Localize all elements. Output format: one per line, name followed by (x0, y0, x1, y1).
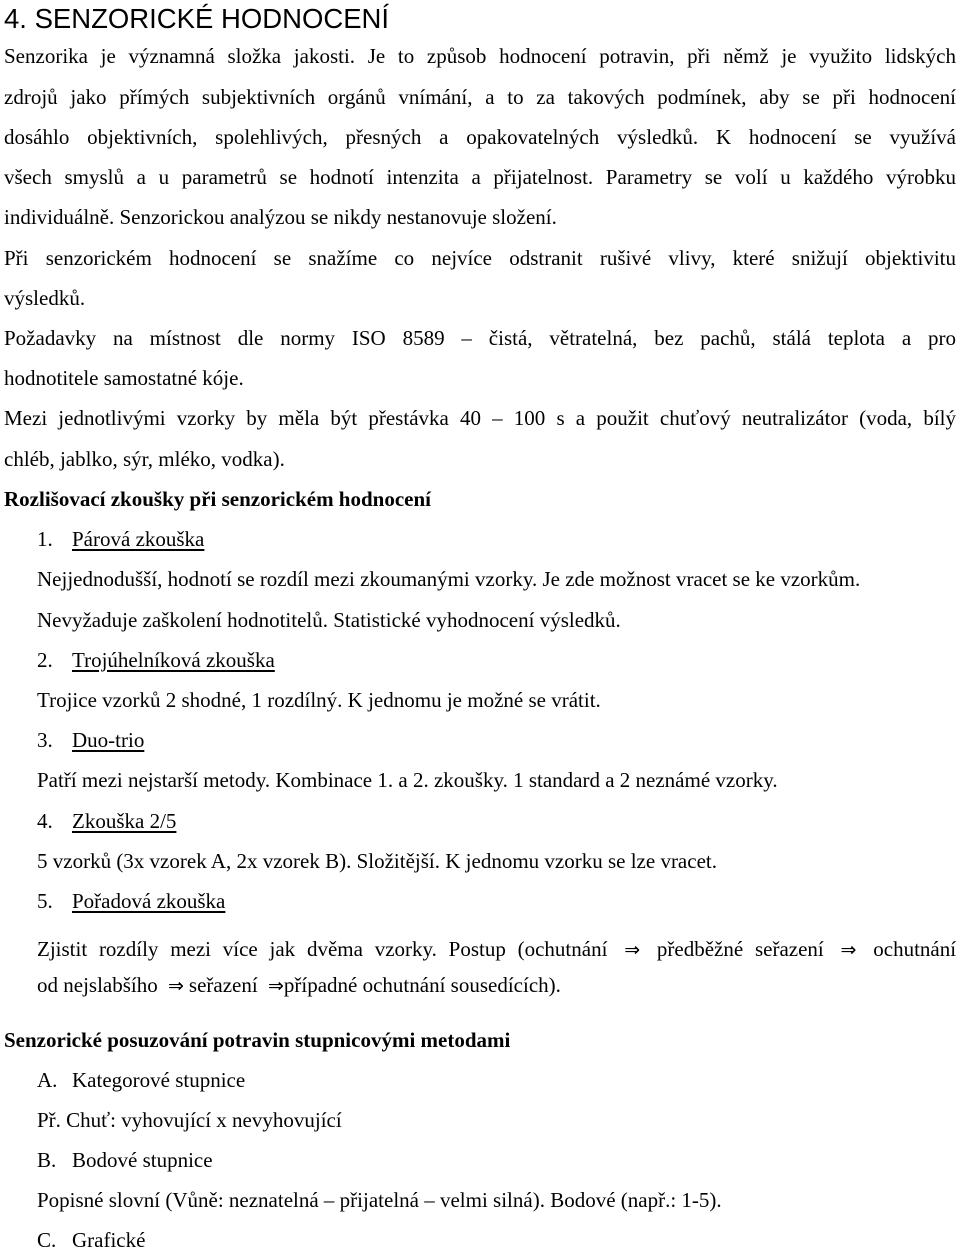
text-fragment: od nejslabšího (37, 973, 158, 997)
list-item (37, 526, 204, 552)
list-item (37, 808, 176, 834)
list-item-description (37, 936, 956, 963)
arrow-right-icon: ⇒ (840, 939, 857, 961)
list-item-title: Párová zkouška (72, 527, 205, 551)
paragraph-line: Požadavky na místnost dle normy ISO 8589 – čistá, větratelná, bez pachů, stálá teplota a pro (4, 326, 956, 350)
arrow-right-icon: ⇒ (168, 975, 184, 997)
paragraph-line: Senzorika je významná složka jakosti. Je to způsob hodnocení potravin, při němž je využito lidských (4, 44, 956, 68)
list-item-title: Pořadová zkouška (72, 889, 226, 913)
list-letter: A. (37, 1068, 58, 1092)
list-item-description: 5 vzorků (3x vzorek A, 2x vzorek B). Složitější. K jednomu vzorku se lze vracet. (37, 849, 717, 873)
text-fragment: Zjistit rozdíly mezi více jak dvěma vzorky. Postup (ochutnání (37, 937, 608, 961)
paragraph-line: dosáhlo objektivních, spolehlivých, přesných a opakovatelných výsledků. K hodnocení se využívá (4, 125, 956, 149)
list-number: 3. (37, 728, 53, 752)
list-item-title: Trojúhelníková zkouška (72, 648, 275, 672)
list-item (37, 727, 144, 753)
list-item-title: Zkouška 2/5 (72, 809, 177, 833)
page-heading: 4. SENZORICKÉ HODNOCENÍ (4, 3, 390, 34)
text-fragment: předběžné seřazení (656, 937, 824, 961)
list-item-title: Grafické (72, 1228, 146, 1252)
section-title: Rozlišovací zkoušky při senzorickém hodnocení (4, 487, 432, 511)
arrow-right-icon: ⇒ (267, 975, 284, 997)
list-item (37, 1067, 245, 1093)
list-letter: B. (37, 1148, 57, 1172)
list-number: 5. (37, 889, 53, 913)
list-number: 2. (37, 648, 53, 672)
list-item (37, 1147, 213, 1173)
list-item-title: Kategorové stupnice (72, 1068, 246, 1092)
arrow-right-icon: ⇒ (624, 939, 641, 961)
list-item-description: Nevyžaduje zaškolení hodnotitelů. Statistické vyhodnocení výsledků. (37, 608, 621, 632)
paragraph-line: výsledků. (4, 286, 86, 310)
paragraph-line: hodnotitele samostatné kóje. (4, 366, 244, 390)
section-title: Senzorické posuzování potravin stupnicovými metodami (4, 1028, 511, 1052)
paragraph-line: individuálně. Senzorickou analýzou se nikdy nestanovuje složení. (4, 205, 557, 229)
list-item-description: Patří mezi nejstarší metody. Kombinace 1. a 2. zkoušky. 1 standard a 2 neznámé vzorky. (37, 768, 778, 792)
paragraph-line: Při senzorickém hodnocení se snažíme co nejvíce odstranit rušivé vlivy, které snižují objektivitu (4, 246, 956, 270)
list-letter: C. (37, 1228, 57, 1252)
list-number: 1. (37, 527, 53, 551)
text-fragment: případné ochutnání sousedících). (283, 973, 561, 997)
list-number: 4. (37, 809, 53, 833)
list-item-description: Trojice vzorků 2 shodné, 1 rozdílný. K jednomu je možné se vrátit. (37, 688, 601, 712)
list-item-example: Př. Chuť: vyhovující x nevyhovující (37, 1108, 342, 1132)
list-item (37, 647, 275, 673)
paragraph-line: zdrojů jako přímých subjektivních orgánů vnímání, a to za takových podmínek, aby se při hodnocení (4, 85, 956, 109)
paragraph-line: všech smyslů a u parametrů se hodnotí intenzita a přijatelnost. Parametry se volí u každého výrobku (4, 165, 956, 189)
list-item (37, 888, 225, 914)
text-fragment: seřazení (188, 973, 258, 997)
list-item (37, 1227, 145, 1253)
paragraph-line: chléb, jablko, sýr, mléko, vodka). (4, 447, 285, 471)
list-item-description (37, 972, 561, 999)
list-item-title: Duo-trio (72, 728, 145, 752)
paragraph-line: Mezi jednotlivými vzorky by měla být přestávka 40 – 100 s a použit chuťový neutralizátor (voda, bílý (4, 406, 956, 430)
text-fragment: ochutnání (873, 937, 957, 961)
list-item-title: Bodové stupnice (72, 1148, 213, 1172)
list-item-description: Popisné slovní (Vůně: neznatelná – přijatelná – velmi silná). Bodové (např.: 1-5). (37, 1188, 722, 1212)
list-item-description: Nejjednodušší, hodnotí se rozdíl mezi zkoumanými vzorky. Je zde možnost vracet se ke vzorkům. (37, 567, 861, 591)
